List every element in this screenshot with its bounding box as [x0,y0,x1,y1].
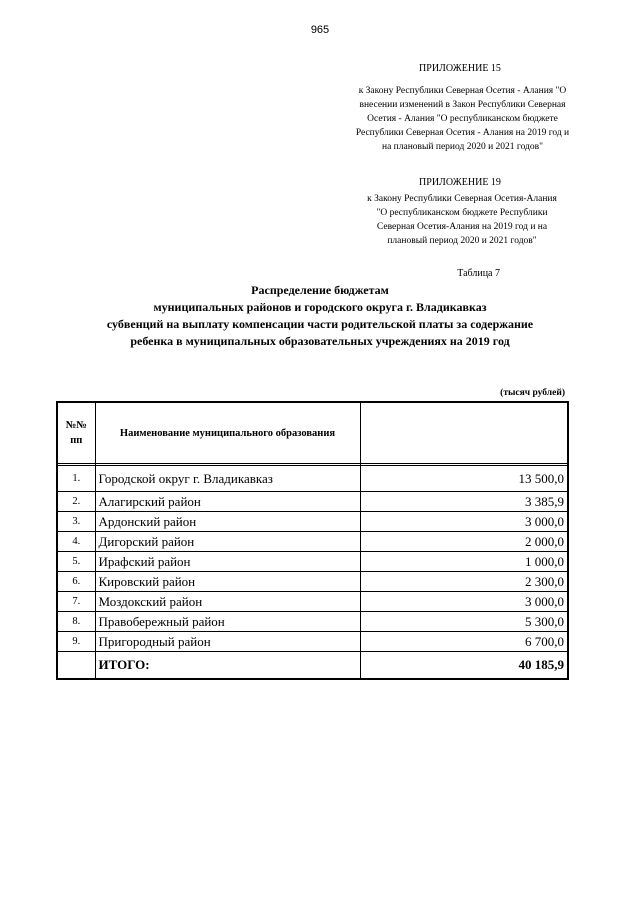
table-total-row [57,652,568,680]
row-name: Дигорский район [95,532,360,552]
row-name: Моздокский район [95,592,360,612]
row-name: Кировский район [95,572,360,592]
row-name: Пригородный район [95,632,360,652]
row-name: Городской округ г. Владикавказ [95,466,360,492]
annex-15-title: ПРИЛОЖЕНИЕ 15 [419,63,501,74]
table-row [57,466,568,492]
row-number: 4. [57,532,95,552]
header-name: Наименование муниципального образования [95,402,360,464]
table-row [57,492,568,512]
row-number: 3. [57,512,95,532]
row-value: 13 500,0 [360,466,568,492]
total-label: ИТОГО: [95,652,360,680]
row-name: Правобережный район [95,612,360,632]
table-row [57,532,568,552]
title-line: ребенка в муниципальных образовательных учреждениях на 2019 год [130,334,510,348]
table-row [57,592,568,612]
units-label: (тысяч рублей) [500,388,565,398]
title-line: муниципальных районов и городского округа г. Владикавказ [153,300,487,314]
annex-19-title: ПРИЛОЖЕНИЕ 19 [419,177,501,188]
table-row [57,512,568,532]
row-number: 9. [57,632,95,652]
row-value: 6 700,0 [360,632,568,652]
row-number: 7. [57,592,95,612]
row-number: 5. [57,552,95,572]
row-number: 6. [57,572,95,592]
table-row [57,632,568,652]
title-line: субвенций на выплату компенсации части родительской платы за содержание [106,317,534,331]
row-name: Ирафский район [95,552,360,572]
row-value: 5 300,0 [360,612,568,632]
header-value [360,402,568,464]
row-value: 2 300,0 [360,572,568,592]
page-number: 965 [310,24,330,36]
table-row [57,572,568,592]
annex-15-text: к Закону Республики Северная Осетия - Алания "О внесении изменений в Закон Республики Северная Осетия - Алания "О республиканском бюджете Республики Северная Осетия - Алания на 2019 год и на плановый период 2020 и 2021 годов" [355,86,570,152]
total-value: 40 185,9 [360,652,568,680]
table-header-row [57,402,568,464]
row-value: 1 000,0 [360,552,568,572]
row-name: Ардонский район [95,512,360,532]
row-number: 8. [57,612,95,632]
table-row [57,552,568,572]
total-number-cell [57,652,95,680]
row-name: Алагирский район [95,492,360,512]
row-value: 3 000,0 [360,592,568,612]
row-number: 2. [57,492,95,512]
header-number: №№ пп [57,402,95,464]
title-line: Распределение бюджетам [251,283,389,297]
row-value: 3 385,9 [360,492,568,512]
row-value: 3 000,0 [360,512,568,532]
document-title [40,282,600,350]
row-number: 1. [57,466,95,492]
row-value: 2 000,0 [360,532,568,552]
annex-19-text: к Закону Республики Северная Осетия-Алания "О республиканском бюджете Республики Северная Осетия-Алания на 2019 год и на плановый период 2020 и 2021 годов" [367,194,557,246]
budget-table [56,401,569,680]
table-number: Таблица 7 [457,268,500,279]
table-row [57,612,568,632]
